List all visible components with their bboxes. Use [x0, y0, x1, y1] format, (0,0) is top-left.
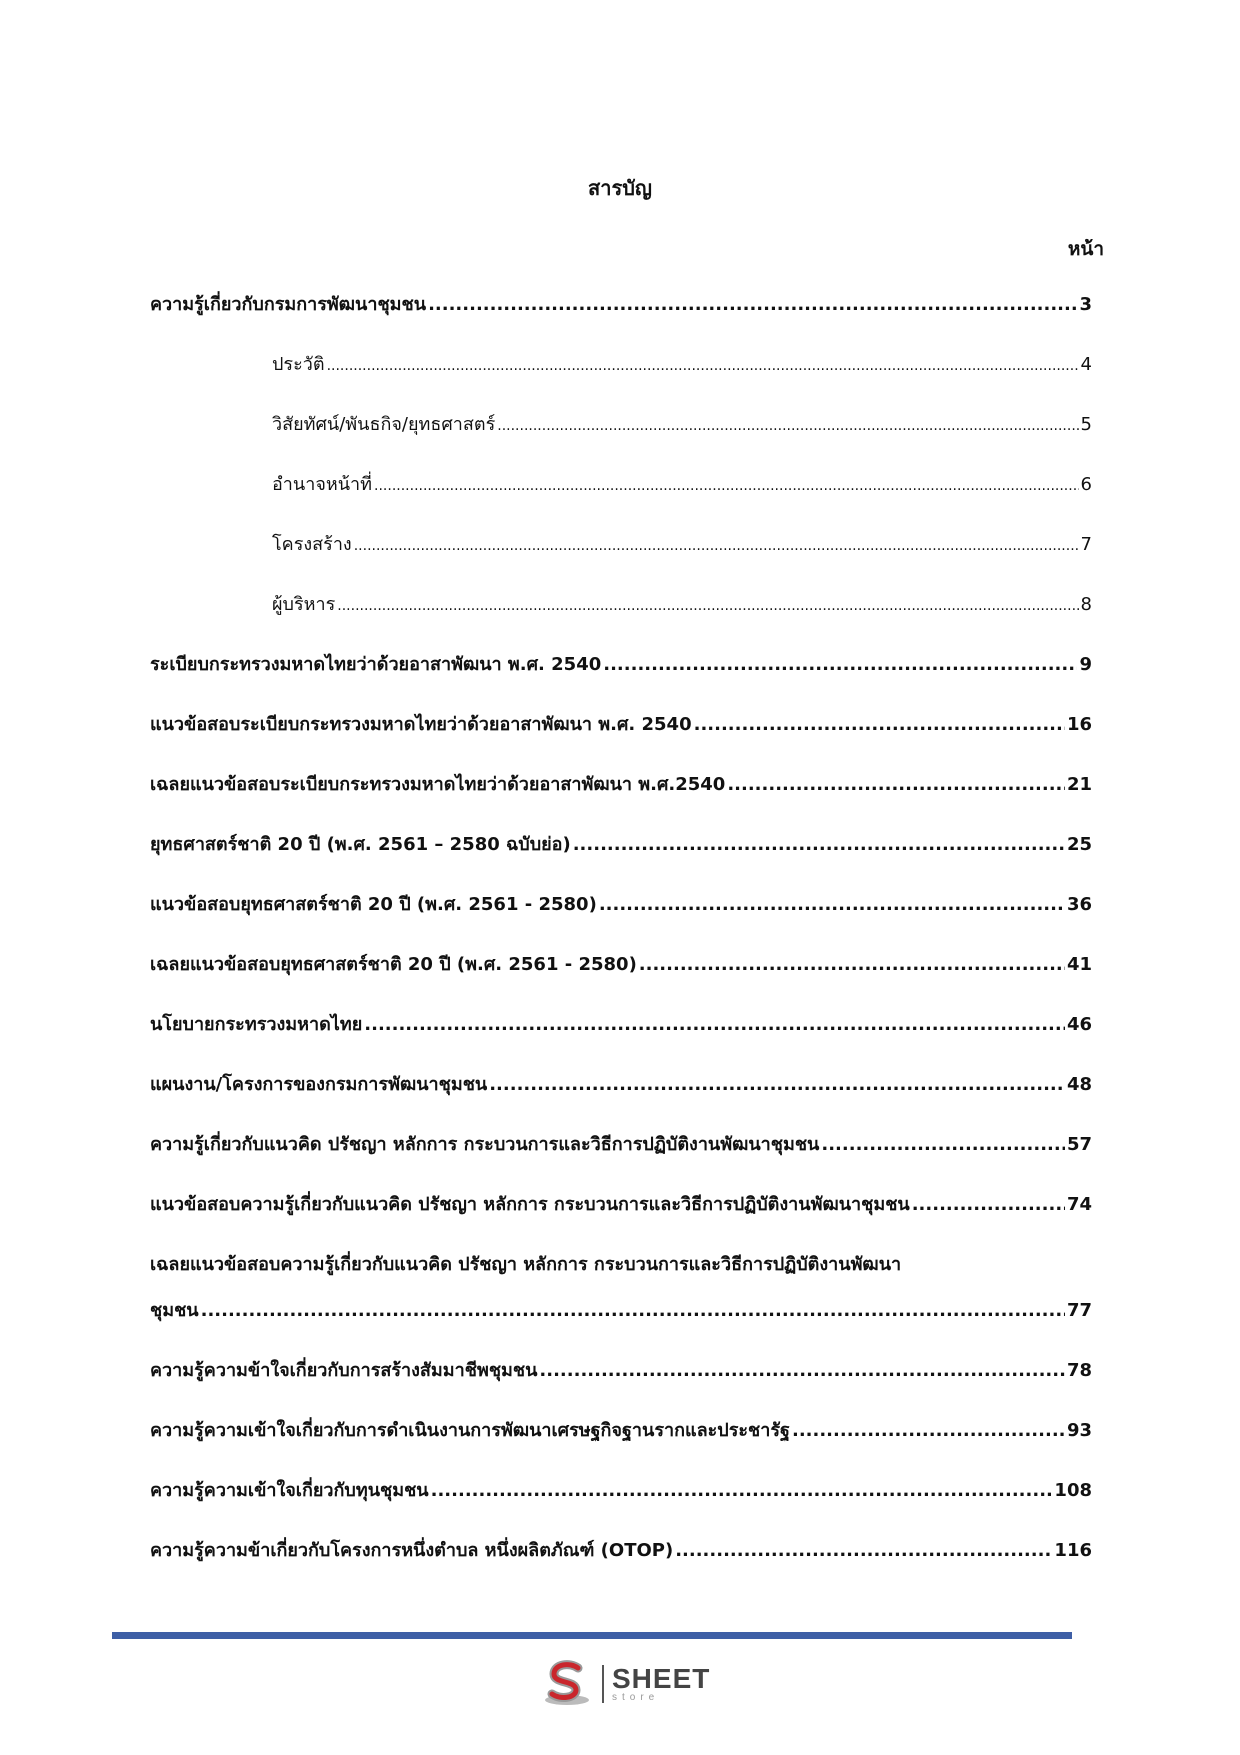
toc-entry-page: 93	[1066, 1420, 1092, 1441]
toc-entry[interactable]	[150, 1356, 1092, 1386]
logo-wordmark: SHEET	[612, 1663, 711, 1694]
toc-entry-title: ความรู้เกี่ยวกับแนวคิด ปรัชญา หลักการ กระบวนการและวิธีการปฏิบัติงานพัฒนาชุมชน	[150, 1134, 820, 1155]
leader-dots	[539, 1356, 1065, 1386]
toc-entry[interactable]	[150, 1070, 1092, 1100]
leader-dots	[727, 770, 1065, 800]
toc-entry-page: 25	[1066, 834, 1092, 855]
leader-dots	[497, 410, 1078, 440]
toc-entry[interactable]	[150, 1010, 1092, 1040]
leader-dots	[639, 950, 1065, 980]
toc-entry-title: ความรู้ความเข้าใจเกี่ยวกับทุนชุมชน	[150, 1480, 429, 1501]
leader-dots	[694, 710, 1065, 740]
toc-entry-title: ความรู้ความเข้าใจเกี่ยวกับการดำเนินงานการพัฒนาเศรษฐกิจฐานรากและประชารัฐ	[150, 1420, 790, 1441]
toc-entry-title: แนวข้อสอบยุทธศาสตร์ชาติ 20 ปี (พ.ศ. 2561 - 2580)	[150, 894, 597, 915]
page-column-header: หน้า	[1067, 238, 1104, 260]
toc-entry[interactable]	[150, 830, 1092, 860]
leader-dots	[327, 350, 1079, 380]
toc-entry-page: 41	[1066, 954, 1092, 975]
toc-entry-page: 36	[1066, 894, 1092, 915]
toc-entry-page: 6	[1080, 474, 1092, 495]
toc-entry[interactable]	[150, 1536, 1092, 1566]
toc-subentry[interactable]	[272, 590, 1092, 620]
leader-dots	[792, 1416, 1065, 1446]
toc-title: สารบัญ	[588, 176, 652, 200]
toc-subentry[interactable]	[272, 530, 1092, 560]
leader-dots	[573, 830, 1065, 860]
toc-entry-title: แผนงาน/โครงการของกรมการพัฒนาชุมชน	[150, 1074, 488, 1095]
toc-entry[interactable]	[150, 1476, 1092, 1506]
toc-entry-page: 16	[1066, 714, 1092, 735]
toc-entry[interactable]	[150, 1296, 1092, 1326]
toc-entry-title: แนวข้อสอบความรู้เกี่ยวกับแนวคิด ปรัชญา หลักการ กระบวนการและวิธีการปฏิบัติงานพัฒนาชุมชน	[150, 1194, 910, 1215]
leader-dots	[374, 470, 1079, 500]
toc-entry-page: 3	[1079, 294, 1092, 315]
toc-entry-title: ความรู้ความข้าใจเกี่ยวกับการสร้างสัมมาชีพชุมชน	[150, 1360, 538, 1381]
toc-entry-page: 9	[1079, 654, 1092, 675]
toc-entry-title: ระเบียบกระทรวงมหาดไทยว่าด้วยอาสาพัฒนา พ.ศ. 2540	[150, 654, 602, 675]
toc-entry[interactable]	[150, 1130, 1092, 1160]
toc-subentry[interactable]	[272, 470, 1092, 500]
leader-dots	[337, 590, 1078, 620]
logo-subtext: store	[612, 1692, 660, 1703]
toc-entry[interactable]	[150, 950, 1092, 980]
toc-entry-page: 74	[1066, 1194, 1092, 1215]
toc-entry-page: 57	[1066, 1134, 1092, 1155]
toc-entry-title: วิสัยทัศน์/พันธกิจ/ยุทธศาสตร์	[272, 414, 496, 435]
leader-dots	[354, 530, 1079, 560]
toc-entry-page: 5	[1080, 414, 1092, 435]
leader-dots	[675, 1536, 1052, 1566]
toc-entry-page: 21	[1066, 774, 1092, 795]
toc-entry[interactable]	[150, 1190, 1092, 1220]
toc-entry-title: ยุทธศาสตร์ชาติ 20 ปี (พ.ศ. 2561 – 2580 ฉบับย่อ)	[150, 834, 571, 855]
toc-entry-page: 78	[1066, 1360, 1092, 1381]
leader-dots	[821, 1130, 1065, 1160]
leader-dots	[489, 1070, 1065, 1100]
leader-dots	[603, 650, 1077, 680]
toc-entry-page: 48	[1066, 1074, 1092, 1095]
sheet-s-logo-icon	[540, 1660, 594, 1708]
toc-entry[interactable]	[150, 1416, 1092, 1446]
leader-dots	[364, 1010, 1065, 1040]
toc-entry[interactable]	[150, 290, 1092, 320]
toc-subentry[interactable]	[272, 410, 1092, 440]
toc-subentry[interactable]	[272, 350, 1092, 380]
toc-entry-page: 108	[1054, 1480, 1092, 1501]
toc-entry[interactable]	[150, 650, 1092, 680]
toc-entry-title: เฉลยแนวข้อสอบระเบียบกระทรวงมหาดไทยว่าด้วยอาสาพัฒนา พ.ศ.2540	[150, 774, 726, 795]
toc-entry-title: เฉลยแนวข้อสอบยุทธศาสตร์ชาติ 20 ปี (พ.ศ. 2561 - 2580)	[150, 954, 637, 975]
toc-entry-page: 7	[1080, 534, 1092, 555]
toc-entry-line1[interactable]: เฉลยแนวข้อสอบความรู้เกี่ยวกับแนวคิด ปรัชญา หลักการ กระบวนการและวิธีการปฏิบัติงานพัฒนา	[150, 1254, 902, 1275]
footer-divider	[112, 1632, 1072, 1639]
toc-entry-title: อำนาจหน้าที่	[272, 474, 373, 495]
toc-entry[interactable]	[150, 770, 1092, 800]
toc-entry-page: 116	[1054, 1540, 1092, 1561]
leader-dots	[912, 1190, 1065, 1220]
toc-entry[interactable]	[150, 890, 1092, 920]
toc-entry[interactable]	[150, 710, 1092, 740]
leader-dots	[431, 1476, 1053, 1506]
toc-entry-title: ผู้บริหาร	[272, 594, 336, 615]
sheet-store-logo	[540, 1660, 710, 1708]
toc-entry-page: 46	[1066, 1014, 1092, 1035]
toc-entry-page: 4	[1080, 354, 1092, 375]
leader-dots	[599, 890, 1065, 920]
leader-dots	[428, 290, 1077, 320]
toc-entry-title: แนวข้อสอบระเบียบกระทรวงมหาดไทยว่าด้วยอาสาพัฒนา พ.ศ. 2540	[150, 714, 692, 735]
toc-entry-title: โครงสร้าง	[272, 534, 352, 555]
toc-entry-title: ความรู้ความข้าเกี่ยวกับโครงการหนึ่งตำบล หนึ่งผลิตภัณฑ์ (OTOP)	[150, 1540, 674, 1561]
toc-entry-title: ความรู้เกี่ยวกับกรมการพัฒนาชุมชน	[150, 294, 427, 315]
toc-entry-title: ชุมชน	[150, 1300, 199, 1321]
toc-entry-title: ประวัติ	[272, 354, 325, 375]
toc-entry-page: 77	[1066, 1300, 1092, 1321]
toc-entry-page: 8	[1080, 594, 1092, 615]
leader-dots	[201, 1296, 1065, 1326]
toc-entry-title: นโยบายกระทรวงมหาดไทย	[150, 1014, 363, 1035]
